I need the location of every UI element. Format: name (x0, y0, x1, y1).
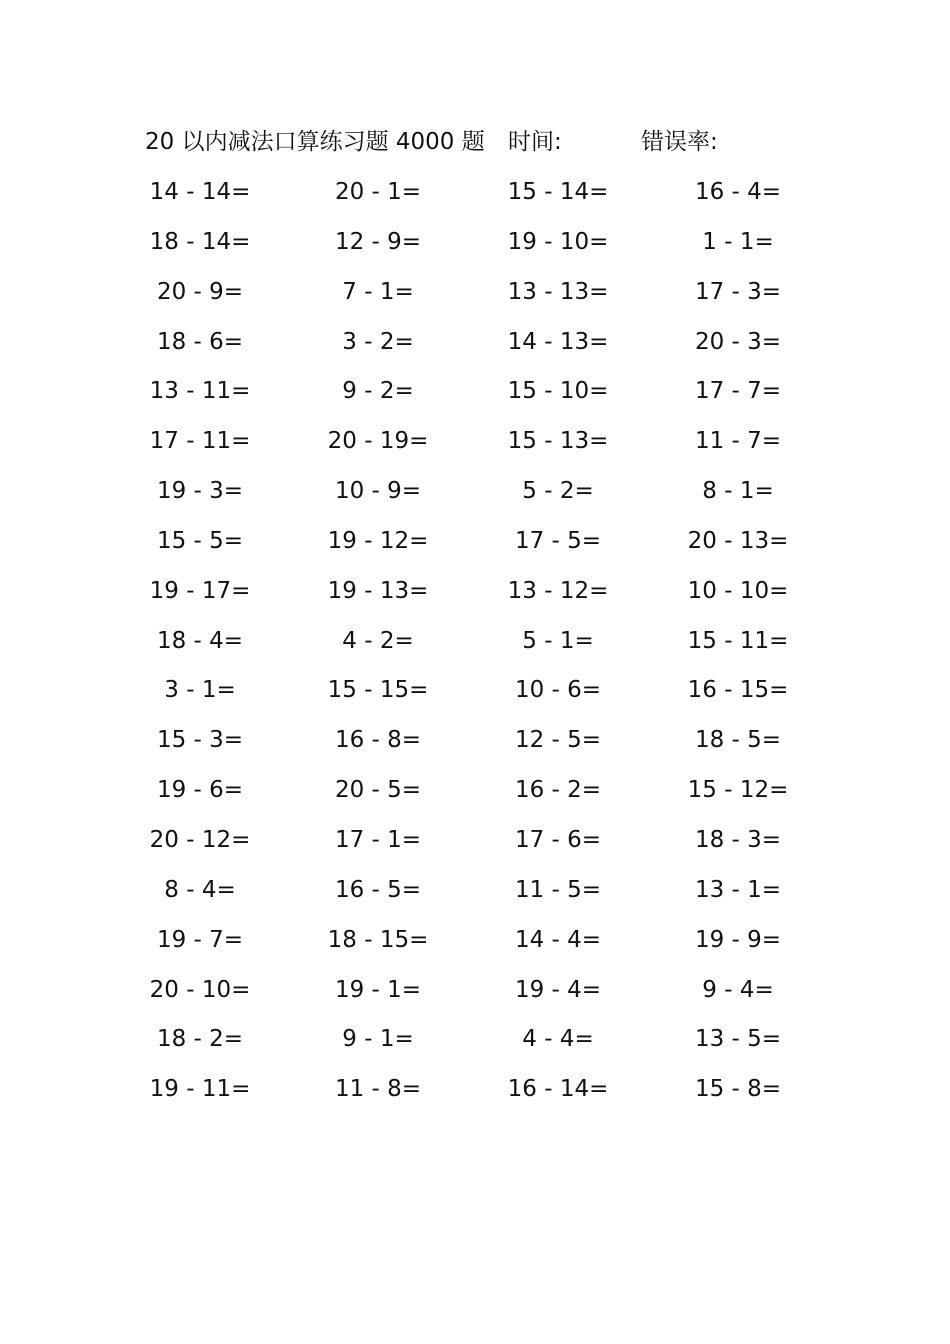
problem-cell: 17 - 6= (514, 826, 602, 853)
problem-row (140, 1069, 820, 1119)
problem-cell: 18 - 14= (149, 228, 251, 255)
problem-cell: 15 - 10= (507, 378, 609, 405)
problem-cell: 5 - 1= (522, 627, 594, 654)
problem-cell: 18 - 5= (694, 727, 782, 754)
problem-cell: 19 - 6= (156, 777, 244, 804)
problem-cell: 19 - 13= (327, 577, 429, 604)
problem-cell: 3 - 2= (342, 328, 414, 355)
problem-cell: 12 - 5= (514, 727, 602, 754)
problem-row (140, 920, 820, 970)
problem-cell: 20 - 3= (694, 328, 782, 355)
problem-cell: 19 - 3= (156, 478, 244, 505)
problem-row (140, 621, 820, 671)
problem-cell: 15 - 14= (507, 179, 609, 205)
problem-cell: 17 - 1= (334, 826, 422, 853)
problem-cell: 20 - 9= (156, 278, 244, 305)
problem-cell: 16 - 4= (694, 179, 782, 205)
problem-grid (140, 172, 820, 1119)
problem-cell: 20 - 10= (149, 976, 251, 1003)
problem-cell: 13 - 13= (507, 278, 609, 305)
problem-row (140, 1019, 820, 1069)
problem-cell: 15 - 11= (687, 627, 789, 654)
problem-row (140, 521, 820, 571)
problem-cell: 10 - 6= (514, 677, 602, 704)
problem-cell: 12 - 9= (334, 228, 422, 255)
problem-cell: 19 - 1= (334, 976, 422, 1003)
problem-cell: 15 - 8= (694, 1076, 782, 1103)
problem-cell: 20 - 12= (149, 826, 251, 853)
problem-cell: 9 - 4= (702, 976, 774, 1003)
problem-cell: 19 - 10= (507, 228, 609, 255)
problem-cell: 5 - 2= (522, 478, 594, 505)
problem-cell: 14 - 4= (514, 926, 602, 953)
problem-cell: 18 - 2= (156, 1026, 244, 1053)
problem-row (140, 222, 820, 272)
problem-cell: 20 - 1= (334, 179, 422, 205)
problem-row (140, 770, 820, 820)
problem-cell: 8 - 4= (164, 876, 236, 903)
problem-cell: 11 - 5= (514, 876, 602, 903)
problem-cell: 17 - 3= (694, 278, 782, 305)
problem-cell: 20 - 19= (327, 428, 429, 455)
problem-cell: 19 - 11= (149, 1076, 251, 1103)
problem-cell: 20 - 5= (334, 777, 422, 804)
problem-cell: 16 - 15= (687, 677, 789, 704)
problem-cell: 19 - 17= (149, 577, 251, 604)
problem-row (140, 720, 820, 770)
problem-cell: 17 - 5= (514, 527, 602, 554)
problem-cell: 17 - 11= (149, 428, 251, 455)
problem-row (140, 571, 820, 621)
problem-row (140, 820, 820, 870)
problem-cell: 15 - 5= (156, 527, 244, 554)
problem-row (140, 870, 820, 920)
problem-cell: 15 - 13= (507, 428, 609, 455)
problem-cell: 9 - 2= (342, 378, 414, 405)
problem-cell: 17 - 7= (694, 378, 782, 405)
error-rate-label: 错误率: (641, 129, 718, 155)
problem-cell: 10 - 10= (687, 577, 789, 604)
problem-cell: 14 - 14= (149, 179, 251, 205)
problem-cell: 13 - 5= (694, 1026, 782, 1053)
problem-cell: 13 - 1= (694, 876, 782, 903)
problem-row (140, 322, 820, 372)
problem-cell: 19 - 12= (327, 527, 429, 554)
problem-cell: 15 - 3= (156, 727, 244, 754)
problem-cell: 15 - 15= (327, 677, 429, 704)
problem-cell: 18 - 4= (156, 627, 244, 654)
problem-cell: 8 - 1= (702, 478, 774, 505)
problem-cell: 4 - 4= (522, 1026, 594, 1053)
problem-cell: 13 - 12= (507, 577, 609, 604)
problem-cell: 16 - 8= (334, 727, 422, 754)
problem-cell: 7 - 1= (342, 278, 414, 305)
problem-cell: 18 - 6= (156, 328, 244, 355)
problem-row (140, 421, 820, 471)
problem-cell: 11 - 7= (694, 428, 782, 455)
problem-cell: 20 - 13= (687, 527, 789, 554)
problem-cell: 1 - 1= (702, 228, 774, 255)
problem-row (140, 670, 820, 720)
problem-cell: 11 - 8= (334, 1076, 422, 1103)
problem-cell: 3 - 1= (164, 677, 236, 704)
problem-row (140, 172, 820, 222)
problem-cell: 13 - 11= (149, 378, 251, 405)
problem-cell: 9 - 1= (342, 1026, 414, 1053)
problem-row (140, 272, 820, 322)
problem-cell: 15 - 12= (687, 777, 789, 804)
problem-cell: 10 - 9= (334, 478, 422, 505)
problem-cell: 18 - 15= (327, 926, 429, 953)
problem-row (140, 970, 820, 1020)
problem-cell: 19 - 7= (156, 926, 244, 953)
problem-cell: 16 - 14= (507, 1076, 609, 1103)
problem-cell: 16 - 2= (514, 777, 602, 804)
problem-row (140, 471, 820, 521)
worksheet-header (145, 124, 785, 160)
problem-cell: 14 - 13= (507, 328, 609, 355)
time-label: 时间: (508, 129, 562, 155)
problem-cell: 18 - 3= (694, 826, 782, 853)
problem-cell: 4 - 2= (342, 627, 414, 654)
problem-cell: 19 - 4= (514, 976, 602, 1003)
problem-cell: 16 - 5= (334, 876, 422, 903)
worksheet-title: 20 以内减法口算练习题 4000 题 (145, 129, 485, 155)
problem-row (140, 371, 820, 421)
problem-cell: 19 - 9= (694, 926, 782, 953)
